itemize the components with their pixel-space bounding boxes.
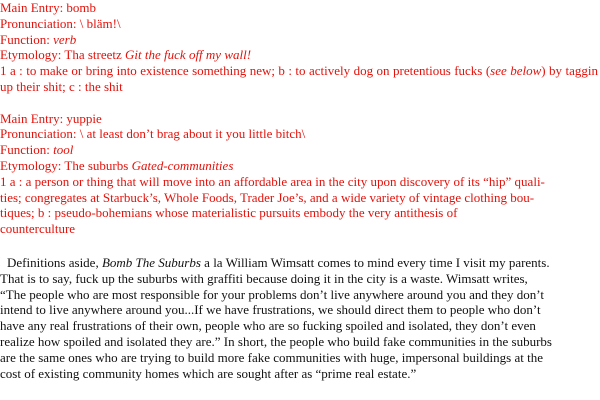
main-entry-label: Main Entry: yuppie (0, 110, 102, 126)
etymology-label: Etymology: The suburbs (0, 157, 132, 173)
spacer (0, 237, 600, 255)
paragraph-line-8: cost of existing community homes which are sought after as “prime real estate.” (0, 365, 417, 381)
definition-line-3: tiques; b : pseudo-bohemians whose materialistic pursuits embody the very antithesis of (0, 205, 458, 221)
definition-part-b: ) by taggin up their shit; c : the shit (0, 63, 598, 94)
pronunciation-line: Pronunciation: \ at least don’t brag about it you little bitch\ (0, 126, 306, 142)
dictionary-entry-yuppie (0, 111, 600, 237)
definition-line-2: ties; congregates at Starbuck’s, Whole Foods, Trader Joe’s, and a wide variety of vintage clothing bou- (0, 189, 535, 205)
definition-text (0, 63, 600, 95)
etymology-value: Gated-communities (131, 157, 234, 173)
definition-line-1: 1 a : a person or thing that will move into an affordable area in the city upon discovery of its “hip” quali- (0, 173, 545, 189)
book-title: Bomb The Suburbs (101, 254, 201, 270)
function-value: tool (53, 142, 74, 158)
pronunciation-line: Pronunciation: \ bläm!\ (0, 15, 121, 31)
function-line (0, 142, 600, 158)
etymology-line (0, 158, 600, 174)
spacer (0, 95, 600, 111)
paragraph-line-6: realize how spoiled and isolated they are.” In short, the people who build fake communities in the suburbs (0, 333, 552, 349)
function-label: Function: (0, 142, 54, 158)
paragraph-line-2: That is to say, fuck up the suburbs with graffiti because doing it in the city is a waste. Wimsatt writes, (0, 270, 528, 286)
etymology-value: Git the fuck off my wall! (125, 47, 252, 63)
definition-line-4: counterculture (0, 221, 76, 237)
paragraph-line-3: “The people who are most responsible for your problems don’t live anywhere around you and they don’t (0, 286, 544, 302)
function-line (0, 32, 600, 48)
paragraph-line-1-rest: a la William Wimsatt comes to mind every time I visit my parents. (200, 254, 550, 270)
etymology-label: Etymology: Tha streetz (0, 47, 126, 63)
dictionary-entry-bomb (0, 0, 600, 95)
definition-see-below: see below (490, 63, 542, 79)
definition-part-a: 1 a : to make or bring into existence something new; b : to actively dog on pretentious fucks ( (0, 63, 491, 79)
main-entry-label: Main Entry: bomb (0, 0, 97, 15)
paragraph-line-5: have any real frustrations of their own, people who are so fucking spoiled and isolated, they don’t even (0, 318, 536, 334)
body-paragraph (0, 255, 600, 381)
paragraph-lead: Definitions aside, (7, 254, 102, 270)
paragraph-line-1 (0, 255, 600, 271)
function-value: verb (53, 31, 77, 47)
function-label: Function: (0, 31, 54, 47)
paragraph-line-7: are the same ones who are trying to build more fake communities with huge, impersonal buildings at the (0, 349, 543, 365)
etymology-line (0, 47, 600, 63)
paragraph-line-4: intend to live anywhere around you...If we have frustrations, we should direct them to people who don’t (0, 302, 541, 318)
